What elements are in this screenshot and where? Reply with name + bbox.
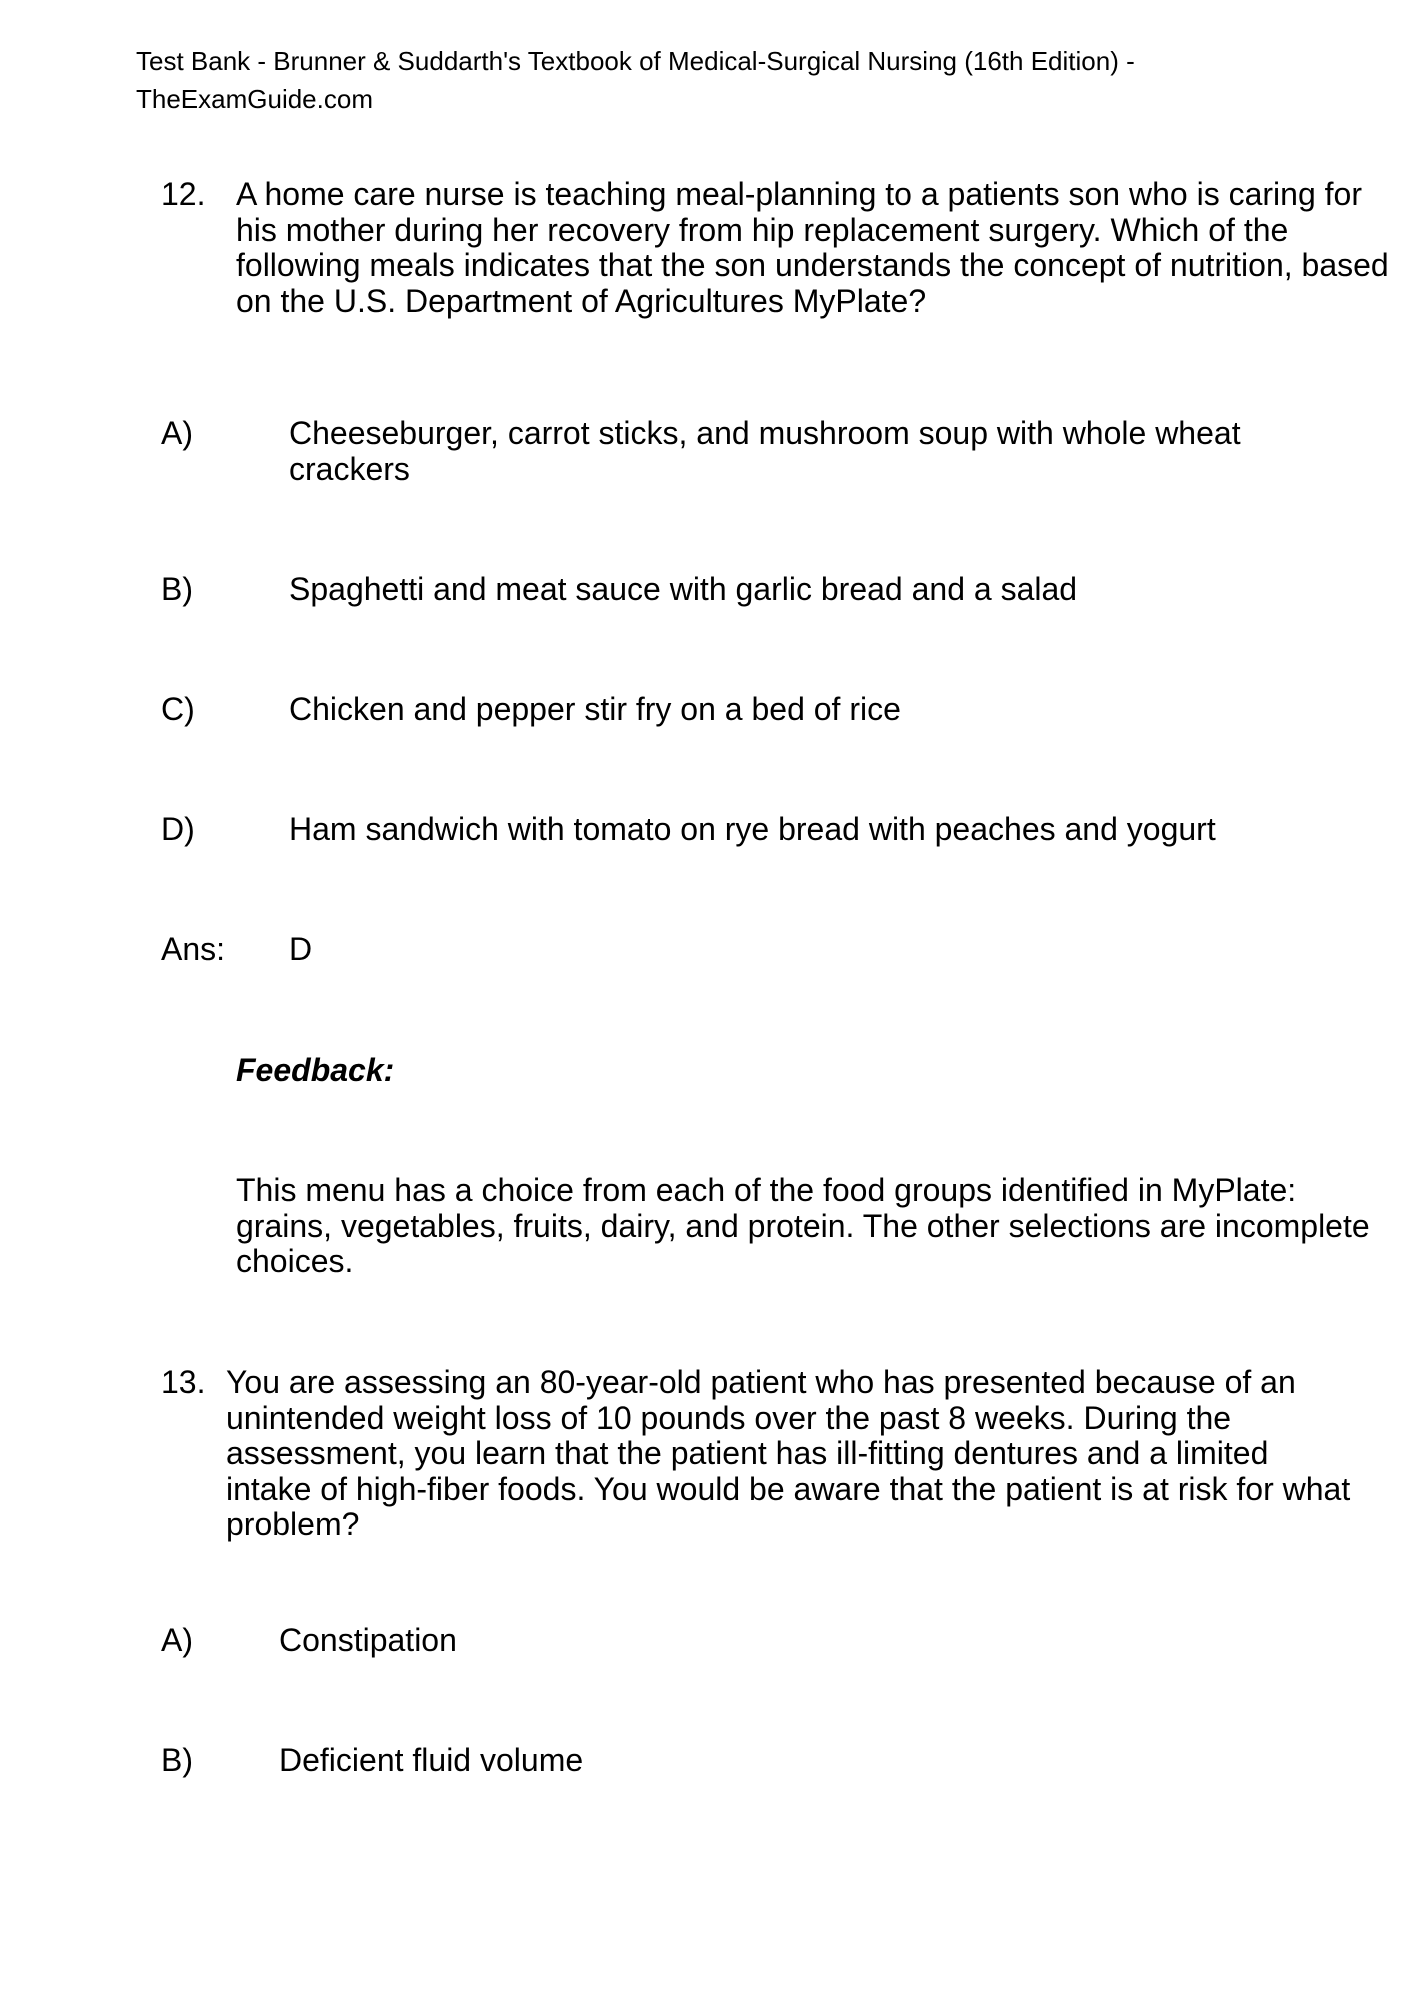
option-b xyxy=(0,1743,1414,1783)
header-title-line: Test Bank - Brunner & Suddarth's Textbook of Medical-Surgical Nursing (16th Edition) - xyxy=(136,46,1135,76)
page-header xyxy=(136,42,1296,118)
question-number: 13. xyxy=(161,1364,206,1400)
feedback-text: This menu has a choice from each of the food groups identified in MyPlate: grains, vegetables, fruits, dairy, and protein. The other selections are incomplete choices. xyxy=(236,1172,1370,1279)
question-number: 12. xyxy=(161,176,206,212)
answer-label: Ans: xyxy=(161,931,226,967)
option-letter: B) xyxy=(161,571,193,607)
option-letter: A) xyxy=(161,415,193,451)
option-text: Ham sandwich with tomato on rye bread with peaches and yogurt xyxy=(289,811,1216,847)
option-letter: B) xyxy=(161,1742,193,1778)
option-a xyxy=(0,416,1414,490)
option-d xyxy=(0,812,1414,852)
question-12 xyxy=(0,176,1414,319)
question-text: A home care nurse is teaching meal-planning to a patients son who is caring for his mother during her recovery from hip replacement surgery. Which of the following meals indicates that the son understands the concept of nutrition, based on the U.S. Department of Agricultures MyPlate? xyxy=(236,176,1389,319)
question-text: You are assessing an 80-year-old patient who has presented because of an unintended weight loss of 10 pounds over the past 8 weeks. During the assessment, you learn that the patient has ill-fitting dentures and a limited intake of high-fiber foods. You would be aware that the patient is at risk for what problem? xyxy=(226,1364,1351,1542)
option-c xyxy=(0,692,1414,732)
option-letter: D) xyxy=(161,811,195,847)
option-text: Spaghetti and meat sauce with garlic bread and a salad xyxy=(289,571,1078,607)
answer-value: D xyxy=(289,931,313,967)
feedback-title: Feedback: xyxy=(236,1052,395,1088)
option-text: Chicken and pepper stir fry on a bed of rice xyxy=(289,691,901,727)
answer-row xyxy=(0,932,1414,972)
option-text: Deficient fluid volume xyxy=(279,1742,584,1778)
option-text: Constipation xyxy=(279,1622,457,1658)
option-letter: C) xyxy=(161,691,195,727)
header-site-line: TheExamGuide.com xyxy=(136,84,373,114)
option-text: Cheeseburger, carrot sticks, and mushroom soup with whole wheat crackers xyxy=(289,415,1241,487)
option-b xyxy=(0,572,1414,612)
option-a xyxy=(0,1623,1414,1663)
option-letter: A) xyxy=(161,1622,193,1658)
question-13 xyxy=(0,1365,1414,1545)
